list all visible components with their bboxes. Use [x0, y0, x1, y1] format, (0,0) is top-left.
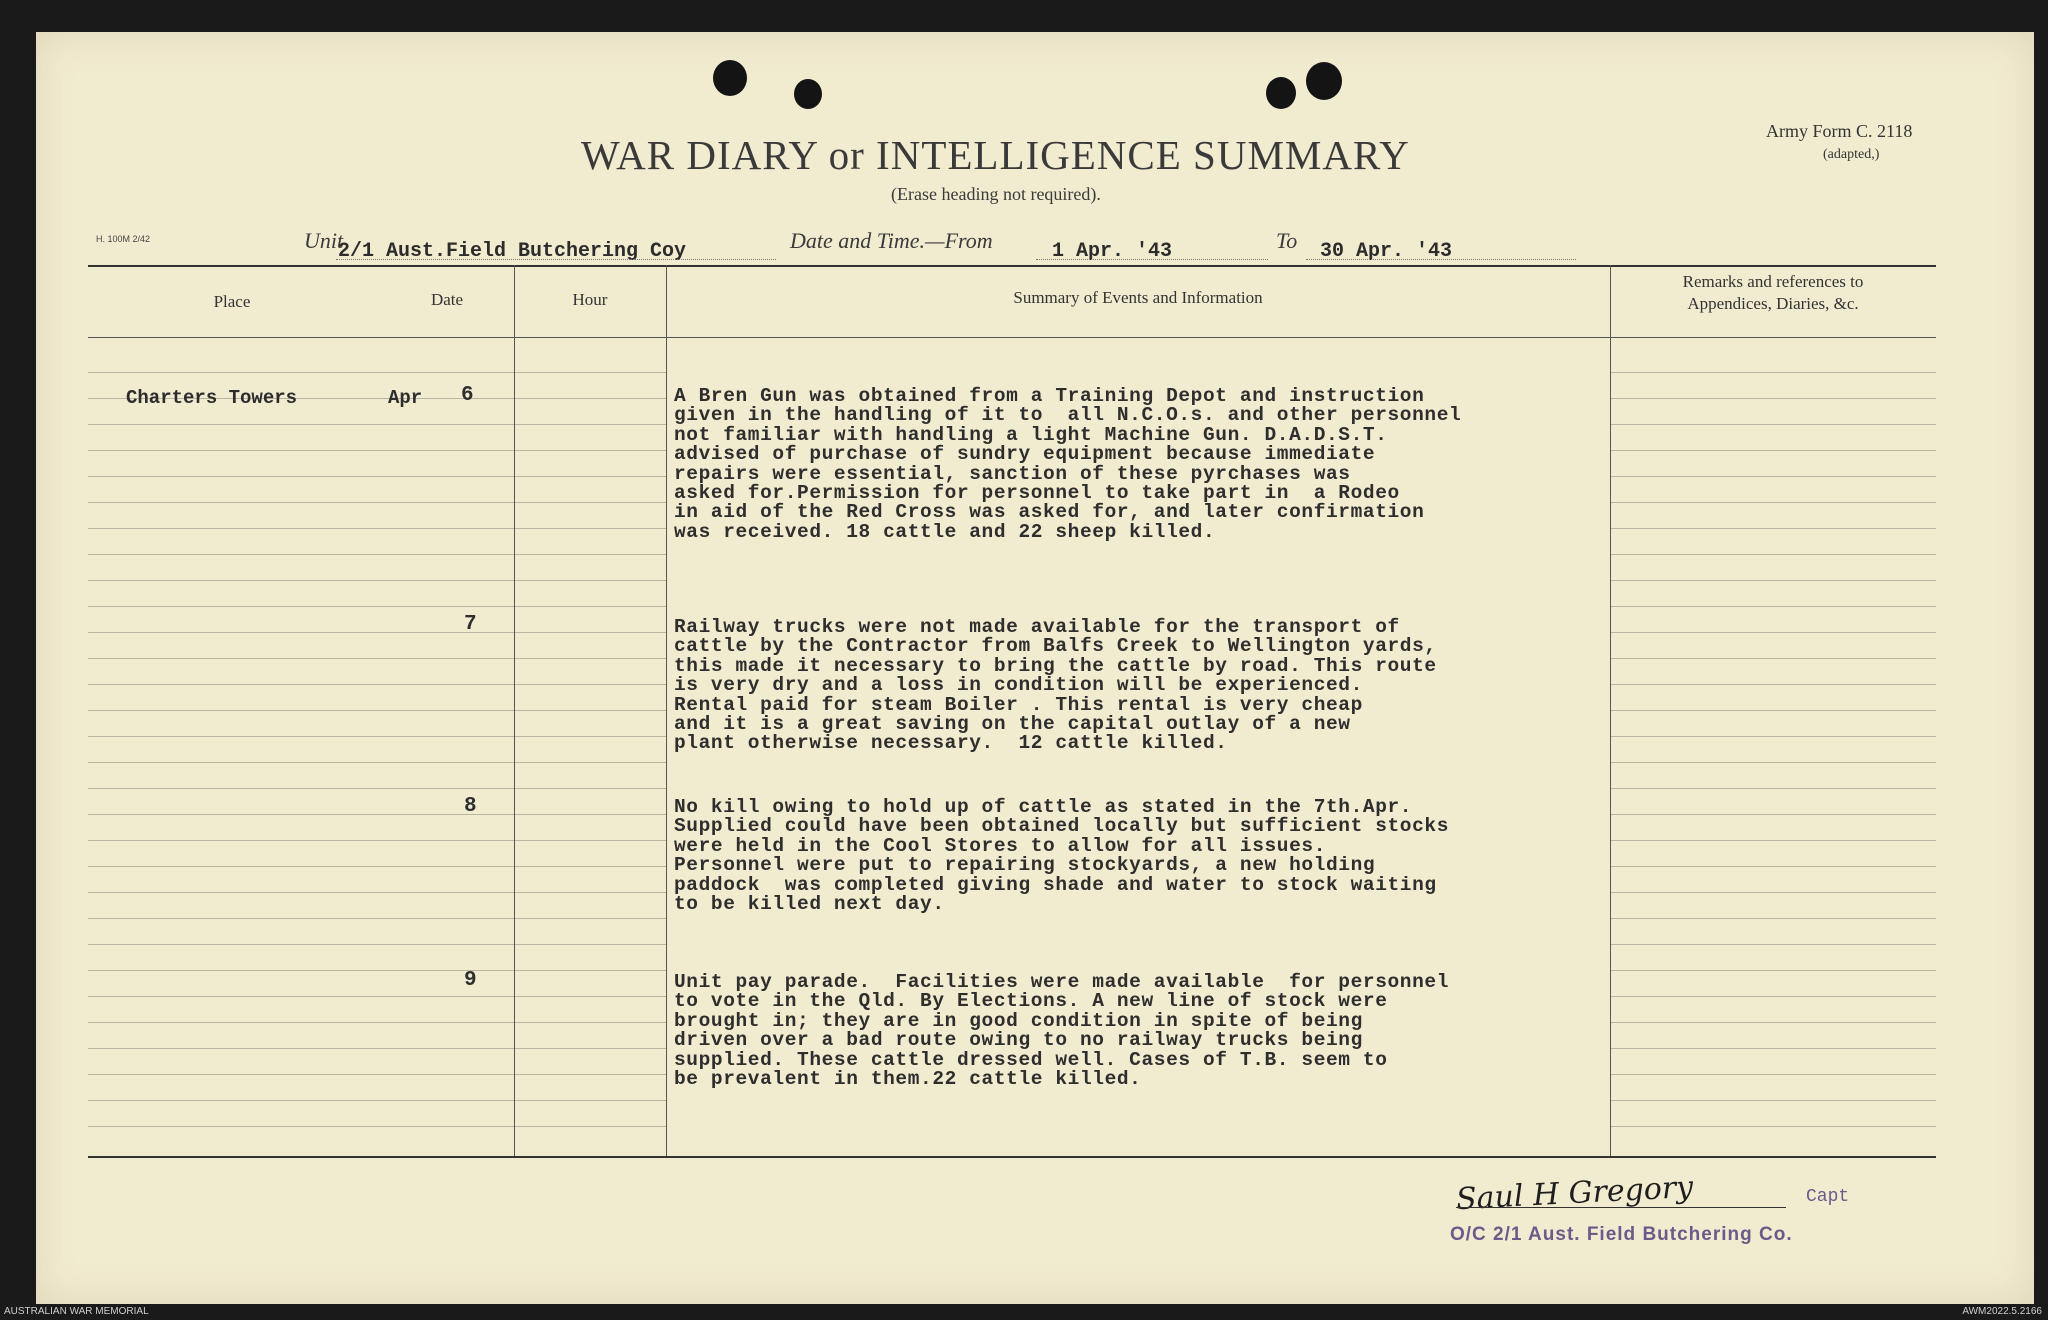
ruled-line: [88, 684, 514, 685]
ruled-line: [88, 762, 514, 763]
ruled-line: [88, 866, 514, 867]
ruled-line: [1610, 554, 1936, 555]
ruled-line: [88, 424, 514, 425]
ruled-line: [88, 502, 514, 503]
ruled-line: [514, 814, 666, 815]
ruled-line: [1610, 918, 1936, 919]
entry-day: 7: [464, 613, 477, 636]
army-form-note: (adapted,): [1823, 147, 1880, 162]
ruled-line: [88, 1126, 514, 1127]
ruled-line: [88, 580, 514, 581]
ruled-line: [88, 372, 514, 373]
column-header-remarks-2: Appendices, Diaries, &c.: [1687, 294, 1859, 313]
ruled-line: [514, 840, 666, 841]
form-code: H. 100M 2/42: [96, 234, 151, 244]
ruled-line: [88, 788, 514, 789]
ruled-line: [88, 1048, 514, 1049]
ruled-line: [1610, 1100, 1936, 1101]
column-header-summary: Summary of Events and Information: [1013, 288, 1263, 307]
ruled-line: [88, 892, 514, 893]
page-title: WAR DIARY or INTELLIGENCE SUMMARY: [581, 132, 1410, 178]
entry-month: Apr: [388, 387, 423, 409]
ruled-line: [514, 372, 666, 373]
ruled-line: [1610, 944, 1936, 945]
ruled-line: [514, 710, 666, 711]
date-from-value: 1 Apr. '43: [1052, 240, 1173, 263]
punch-hole: [1306, 62, 1342, 100]
ruled-line: [88, 632, 514, 633]
ruled-line: [514, 658, 666, 659]
entry-summary: Railway trucks were not made available for the transport of cattle by the Contractor from Balfs Creek to Wellington yards, this made it necessary to bring the cattle by road. This route is very dry and a loss in condition will be experienced. Rental paid for steam Boiler . This rental is very cheap and it is a great saving on the capital outlay of a new plant otherwise necessary. 12 cattle killed.: [674, 616, 1437, 755]
column-header-place: Place: [213, 292, 251, 311]
footer-credit: AUSTRALIAN WAR MEMORIAL: [4, 1306, 149, 1317]
ruled-line: [1610, 372, 1936, 373]
ruled-line: [514, 632, 666, 633]
ruled-line: [88, 710, 514, 711]
table-top-border: [88, 265, 1936, 267]
ruled-line: [1610, 788, 1936, 789]
ruled-line: [514, 970, 666, 971]
ruled-line: [1610, 1126, 1936, 1127]
ruled-line: [514, 424, 666, 425]
footer-reference: AWM2022.5.2166: [1962, 1306, 2042, 1317]
ruled-line: [514, 1048, 666, 1049]
ruled-line: [514, 580, 666, 581]
ruled-line: [514, 736, 666, 737]
table-bottom-border: [88, 1156, 1936, 1158]
unit-stamp: O/C 2/1 Aust. Field Butchering Co.: [1450, 1224, 1793, 1245]
column-header-remarks-1: Remarks and references to: [1682, 272, 1864, 291]
ruled-line: [88, 736, 514, 737]
ruled-line: [1610, 970, 1936, 971]
ruled-line: [514, 450, 666, 451]
page-subtitle: (Erase heading not required).: [891, 184, 1101, 204]
ruled-line: [514, 1100, 666, 1101]
column-header-hour: Hour: [572, 290, 608, 309]
ruled-line: [88, 1022, 514, 1023]
unit-dotted-line: [336, 259, 776, 260]
ruled-line: [88, 918, 514, 919]
ruled-line: [514, 684, 666, 685]
ruled-line: [514, 528, 666, 529]
ruled-line: [1610, 606, 1936, 607]
ruled-line: [514, 398, 666, 399]
ruled-line: [88, 944, 514, 945]
ruled-line: [88, 814, 514, 815]
ruled-line: [514, 762, 666, 763]
entry-day: 9: [464, 969, 477, 992]
punch-hole: [713, 60, 747, 96]
ruled-line: [88, 840, 514, 841]
diary-sheet: [36, 32, 2034, 1304]
ruled-line: [88, 1074, 514, 1075]
ruled-line: [514, 788, 666, 789]
ruled-line: [88, 450, 514, 451]
ruled-line: [514, 554, 666, 555]
army-form-number: Army Form C. 2118: [1766, 121, 1913, 141]
signature-underline: [1456, 1207, 1786, 1208]
entry-summary: A Bren Gun was obtained from a Training Depot and instruction given in the handling of it to all N.C.O.s. and other personnel not familiar with handling a light Machine Gun. D.A.D.S.T. advised of purchase of sundry equipment because immediate repairs were essential, sanction of these pyrchases was asked for.Permission for personnel to take part in a Rodeo in aid of the Red Cross was asked for, and later confirmation was received. 18 cattle and 22 sheep killed.: [674, 385, 1462, 543]
ruled-line: [514, 866, 666, 867]
entry-summary: Unit pay parade. Facilities were made available for personnel to vote in the Qld. By Elections. A new line of stock were brought in; they are in good condition in spite of being driven over a bad route owing to no railway trucks being supplied. These cattle dressed well. Cases of T.B. seem to be prevalent in them.22 cattle killed.: [674, 971, 1450, 1091]
unit-value: 2/1 Aust.Field Butchering Coy: [338, 240, 687, 263]
column-header-date: Date: [430, 290, 464, 309]
ruled-line: [514, 892, 666, 893]
header-rule: [88, 337, 1936, 338]
date-to-value: 30 Apr. '43: [1320, 240, 1453, 263]
ruled-line: [88, 1100, 514, 1101]
ruled-line: [88, 996, 514, 997]
ruled-line: [88, 658, 514, 659]
ruled-line: [514, 476, 666, 477]
entry-summary: No kill owing to hold up of cattle as stated in the 7th.Apr. Supplied could have been obtained locally but sufficient stocks were held in the Cool Stores to allow for all issues. Personnel were put to repairing stockyards, a new holding paddock was completed giving shade and water to stock waiting to be killed next day.: [674, 796, 1450, 916]
punch-hole: [1266, 77, 1296, 109]
column-divider: [666, 265, 667, 1156]
ruled-line: [88, 476, 514, 477]
ruled-line: [514, 502, 666, 503]
signature-rank: Capt: [1806, 1187, 1850, 1207]
ruled-line: [88, 606, 514, 607]
unit-label: Unit: [304, 228, 344, 253]
punch-hole: [794, 79, 822, 109]
ruled-line: [88, 970, 514, 971]
ruled-line: [514, 1074, 666, 1075]
entry-place: Charters Towers: [126, 387, 298, 409]
ruled-line: [88, 554, 514, 555]
ruled-line: [514, 606, 666, 607]
ruled-line: [514, 996, 666, 997]
ruled-line: [1610, 580, 1936, 581]
entry-day: 8: [464, 795, 477, 818]
ruled-line: [514, 1126, 666, 1127]
from-dotted-line: [1036, 259, 1268, 260]
ruled-line: [514, 944, 666, 945]
ruled-line: [1610, 762, 1936, 763]
to-dotted-line: [1306, 259, 1576, 260]
ruled-line: [514, 918, 666, 919]
date-to-label: To: [1276, 228, 1298, 253]
ruled-line: [514, 1022, 666, 1023]
date-time-label: Date and Time.—From: [790, 228, 993, 253]
entry-day: 6: [461, 384, 474, 407]
handwritten-signature: Saul H Gregory: [1455, 1169, 1694, 1218]
ruled-line: [88, 528, 514, 529]
